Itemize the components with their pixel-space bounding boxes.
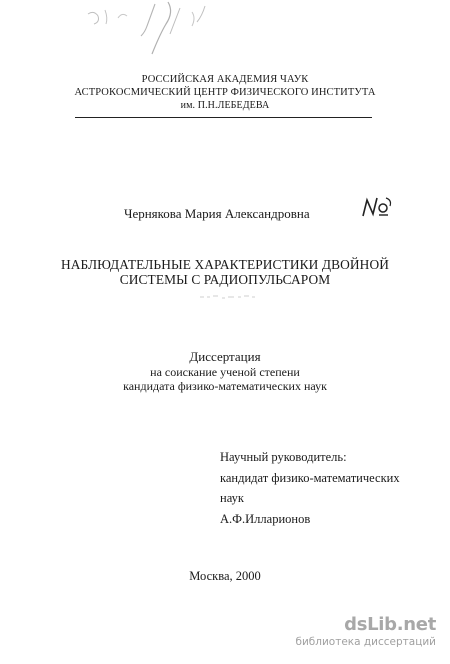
handwritten-number-mark bbox=[360, 194, 394, 220]
scan-smudge bbox=[198, 294, 258, 300]
header-divider bbox=[75, 117, 372, 118]
supervisor-rank-line-1: кандидат физико-математических bbox=[220, 470, 400, 485]
city-year: Москва, 2000 bbox=[189, 569, 261, 583]
institution-named-after: им. П.Н.ЛЕБЕДЕВА bbox=[180, 100, 270, 111]
work-type: Диссертация bbox=[189, 349, 261, 364]
title-line-1: НАБЛЮДАТЕЛЬНЫЕ ХАРАКТЕРИСТИКИ ДВОЙНОЙ bbox=[61, 257, 389, 272]
watermark-subtitle: библиотека диссертаций bbox=[295, 636, 436, 648]
supervisor-rank-line-2: наук bbox=[220, 491, 244, 505]
dissertation-title bbox=[0, 257, 450, 287]
degree-line-1: на соискание ученой степени bbox=[150, 365, 300, 379]
institution-name: РОССИЙСКАЯ АКАДЕМИЯ ЧАУК bbox=[141, 74, 309, 85]
watermark-logo: dsLib.net bbox=[344, 614, 436, 635]
watermark bbox=[286, 615, 436, 648]
institution-header bbox=[0, 73, 450, 112]
institution-center: АСТРОКОСМИЧЕСКИЙ ЦЕНТР ФИЗИЧЕСКОГО ИНСТИТУТА bbox=[74, 87, 376, 98]
supervisor-block bbox=[220, 447, 430, 529]
dissertation-block bbox=[0, 349, 450, 393]
supervisor-label: Научный руководитель: bbox=[220, 450, 347, 464]
title-line-2: СИСТЕМЫ С РАДИОПУЛЬСАРОМ bbox=[119, 272, 331, 287]
handwritten-scribble bbox=[60, 0, 230, 60]
degree-line-2: кандидата физико-математических наук bbox=[123, 378, 327, 393]
supervisor-name: А.Ф.Илларионов bbox=[220, 511, 311, 526]
author-name: Чернякова Мария Александровна bbox=[124, 206, 310, 221]
